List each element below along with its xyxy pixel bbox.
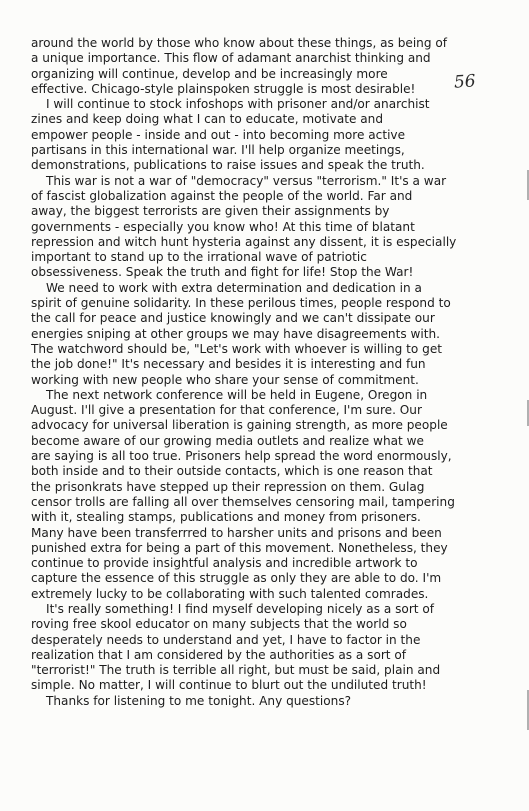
text-line: zines and keep doing what I can to educate, motivate and [31,112,384,127]
text-line: Many have been transferrred to harsher units and prisons and been [31,525,442,540]
text-line: extremely lucky to be collaborating with such talented comrades. [31,586,429,601]
text-line: organizing will continue, develop and be increasingly more [31,66,388,81]
text-line: simple. No matter, I will continue to blurt out the undiluted truth! [31,678,427,693]
text-line: partisans in this international war. I'll help organize meetings, [31,143,405,158]
text-line: empower people - inside and out - into becoming more active [31,127,406,142]
text-line: This war is not a war of "democracy" versus "terrorism." It's a war [46,173,447,188]
text-line: roving free skool educator on many subjects that the world so [31,617,407,632]
text-line: of fascist globalization against the people of the world. Far and [31,188,413,203]
text-line: advocacy for universal liberation is gaining strength, as more people [31,418,448,433]
text-line: The next network conference will be held in Eugene, Oregon in [46,387,428,402]
text-line: obsessiveness. Speak the truth and fight for life! Stop the War! [31,265,414,280]
text-line: I will continue to stock infoshops with prisoner and/or anarchist [46,97,430,112]
text-line: with it, stealing stamps, publications and money from prisoners. [31,510,421,525]
text-line: "terrorist!" The truth is terrible all right, but must be said, plain and [31,663,441,678]
text-line: the job done!" It's necessary and besides it is interesting and fun [31,357,426,372]
text-line: important to stand up to the irrational wave of patriotic [31,250,367,265]
text-line: repression and witch hunt hysteria against any dissent, it is especially [31,234,457,249]
text-line: governments - especially you know who! At this time of blatant [31,219,415,234]
text-line: working with new people who share your sense of commitment. [31,372,419,387]
text-line: The watchword should be, "Let's work with whoever is willing to get [31,341,443,356]
text-line: continue to provide insightful analysis and incredible artwork to [31,556,418,571]
text-line: punished extra for being a part of this movement. Nonetheless, they [31,540,448,555]
text-line: the prisonkrats have stepped up their repression on them. Gulag [31,479,425,494]
text-line: the call for peace and justice knowingly and we can't dissipate our [31,311,435,326]
text-line: are saying is all too true. Prisoners help spread the word enormously, [31,449,452,464]
text-line: demonstrations, publications to raise issues and speak the truth. [31,158,425,173]
text-line: censor trolls are falling all over themselves censoring mail, tampering [31,494,455,509]
text-line: spirit of genuine solidarity. In these perilous times, people respond to [31,296,451,311]
text-line: around the world by those who know about these things, as being of [31,36,448,50]
text-line: energies sniping at other groups we may have disagreements with. [31,326,440,341]
text-line: Thanks for listening to me tonight. Any questions? [46,693,352,708]
text-line: It's really something! I find myself developing nicely as a sort of [46,601,435,616]
text-line: away, the biggest terrorists are given their assignments by [31,204,390,219]
text-line: both inside and to their outside contacts, which is one reason that [31,464,433,479]
text-line: a unique importance. This flow of adamant anarchist thinking and [31,51,431,66]
text-line: become aware of our growing media outlets and realize what we [31,433,424,448]
handwritten-page-number: 56 [453,71,477,93]
text-line: We need to work with extra determination and dedication in a [46,280,422,295]
body-text [31,36,491,709]
text-line: desperately needs to understand and yet, I have to factor in the [31,632,421,647]
text-line: capture the essence of this struggle as only they are able to do. I'm [31,571,442,586]
text-line: August. I'll give a presentation for that conference, I'm sure. Our [31,403,422,418]
text-line: effective. Chicago-style plainspoken struggle is most desirable! [31,81,416,96]
text-line: realization that I am considered by the authorities as a sort of [31,647,407,662]
